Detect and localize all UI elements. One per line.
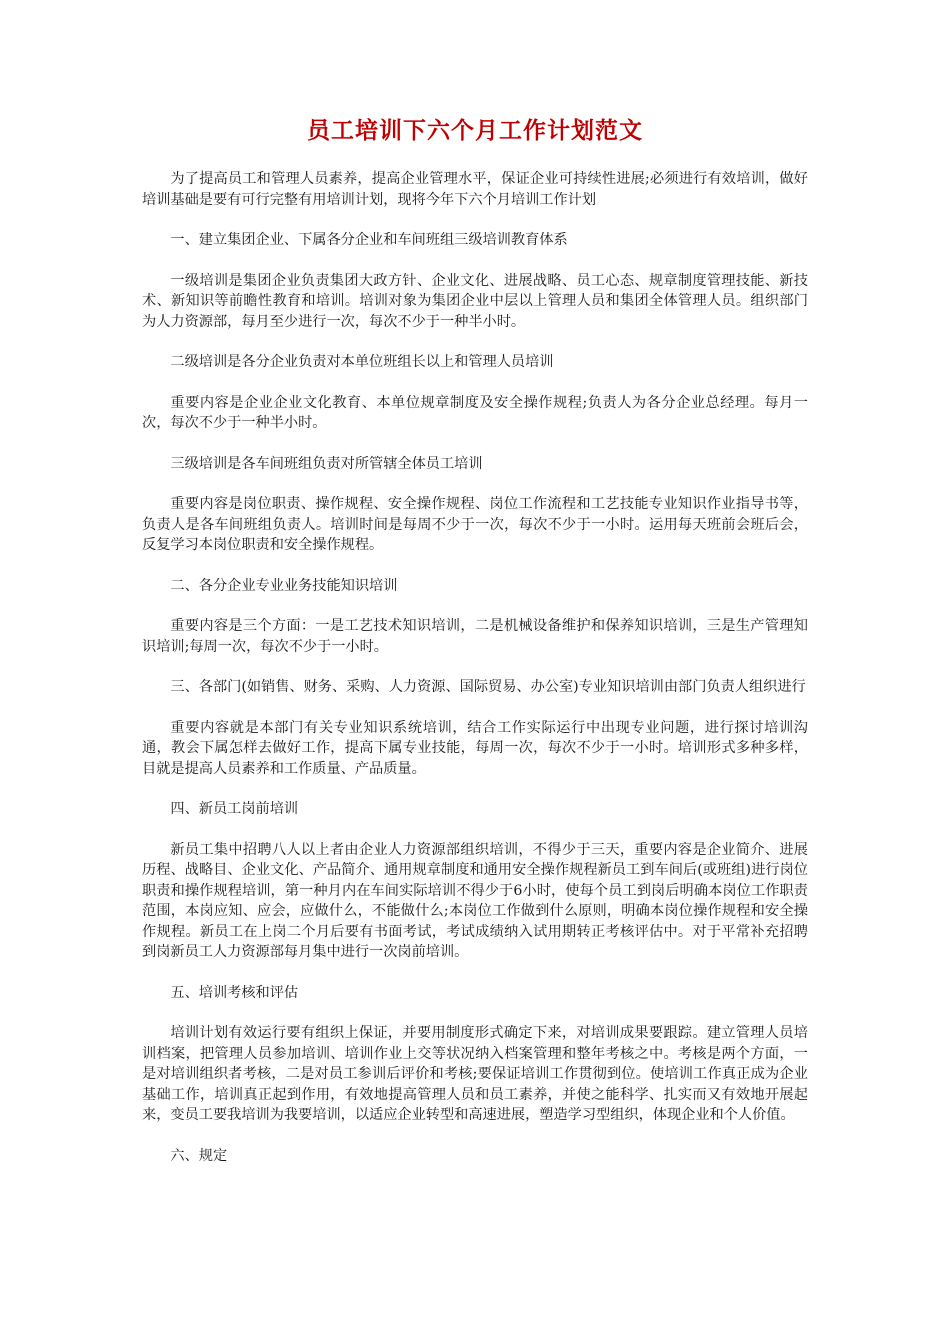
level-three-content-paragraph: 重要内容是岗位职责、操作规程、安全操作规程、岗位工作流程和工艺技能专业知识作业指导书等，负责人是各车间班组负责人。培训时间是每周不少于一次，每次不少于一小时。运用每天班前会班后会，反复学习本岗位职责和安全操作规程。 [142, 496, 808, 553]
section-heading-2: 二、各分企业专业业务技能知识培训 [170, 577, 398, 594]
section-3-content-paragraph: 重要内容就是本部门有关专业知识系统培训，结合工作实际运行中出现专业问题，进行探讨培训沟通，教会下属怎样去做好工作，提高下属专业技能，每周一次，每次不少于一小时。培训形式多种多样，目就是提高人员素养和工作质量、产品质量。 [142, 719, 808, 777]
intro-paragraph: 为了提高员工和管理人员素养，提高企业管理水平，保证企业可持续性进展;必须进行有效培训，做好培训基础是要有可行完整有用培训计划，现将今年下六个月培训工作计划 [142, 171, 808, 208]
document-page [142, 112, 808, 1166]
level-two-content-paragraph: 重要内容是企业企业文化教育、本单位规章制度及安全操作规程;负责人为各分企业总经理。每月一次，每次不少于一种半小时。 [142, 394, 808, 431]
section-heading-3: 三、各部门(如销售、财务、采购、人力资源、国际贸易、办公室)专业知识培训由部门负责人组织进行 [170, 679, 806, 695]
section-heading-6: 六、规定 [170, 1147, 228, 1164]
section-heading-4: 四、新员工岗前培训 [170, 801, 299, 817]
level-three-training-heading: 三级培训是各车间班组负责对所管辖全体员工培训 [170, 455, 483, 472]
section-heading-1: 一、建立集团企业、下属各分企业和车间班组三级培训教育体系 [170, 232, 568, 248]
section-5-content-paragraph: 培训计划有效运行要有组织上保证，并要用制度形式确定下来，对培训成果要跟踪。建立管理人员培训档案，把管理人员参加培训、培训作业上交等状况纳入档案管理和整年考核之中。考核是两个方面，一是对培训组织者考核，二是对员工参训后评价和考核;要保证培训工作贯彻到位。使培训工作真正成为企业基础工作，培训真正起到作用，有效地提高管理人员和员工素养，并使之能科学、扎实而又有效地开展起来，变员工要我培训为我要培训，以适应企业转型和高速进展，塑造学习型组织，体现企业和个人价值。 [142, 1025, 808, 1123]
document-title: 员工培训下六个月工作计划范文 [307, 117, 643, 144]
section-2-content-paragraph: 重要内容是三个方面：一是工艺技术知识培训，二是机械设备维护和保养知识培训，三是生产管理知识培训;每周一次，每次不少于一小时。 [142, 618, 808, 655]
section-4-content-paragraph: 新员工集中招聘八人以上者由企业人力资源部组织培训，不得少于三天，重要内容是企业简介、进展历程、战略目、企业文化、产品简介、通用规章制度和通用安全操作规程新员工到车间后(或班组)进行岗位职责和操作规程培训，第一种月内在车间实际培训不得少于6小时，使每个员工到岗后明确本岗位工作职责范围，本岗应知、应会，应做什么，不能做什么;本岗位工作做到什么原则，明确本岗位操作规程和安全操作规程。新员工在上岗二个月后要有书面考试，考试成绩纳入试用期转正考核评估中。对于平常补充招聘到岗新员工人力资源部每月集中进行一次岗前培训。 [142, 841, 808, 960]
section-heading-5: 五、培训考核和评估 [170, 984, 299, 1001]
level-one-training-paragraph: 一级培训是集团企业负责集团大政方针、企业文化、进展战略、员工心态、规章制度管理技能、新技术、新知识等前瞻性教育和培训。培训对象为集团企业中层以上管理人员和集团全体管理人员。组织部门为人力资源部，每月至少进行一次，每次不少于一种半小时。 [142, 272, 808, 330]
level-two-training-heading: 二级培训是各分企业负责对本单位班组长以上和管理人员培训 [170, 354, 554, 370]
